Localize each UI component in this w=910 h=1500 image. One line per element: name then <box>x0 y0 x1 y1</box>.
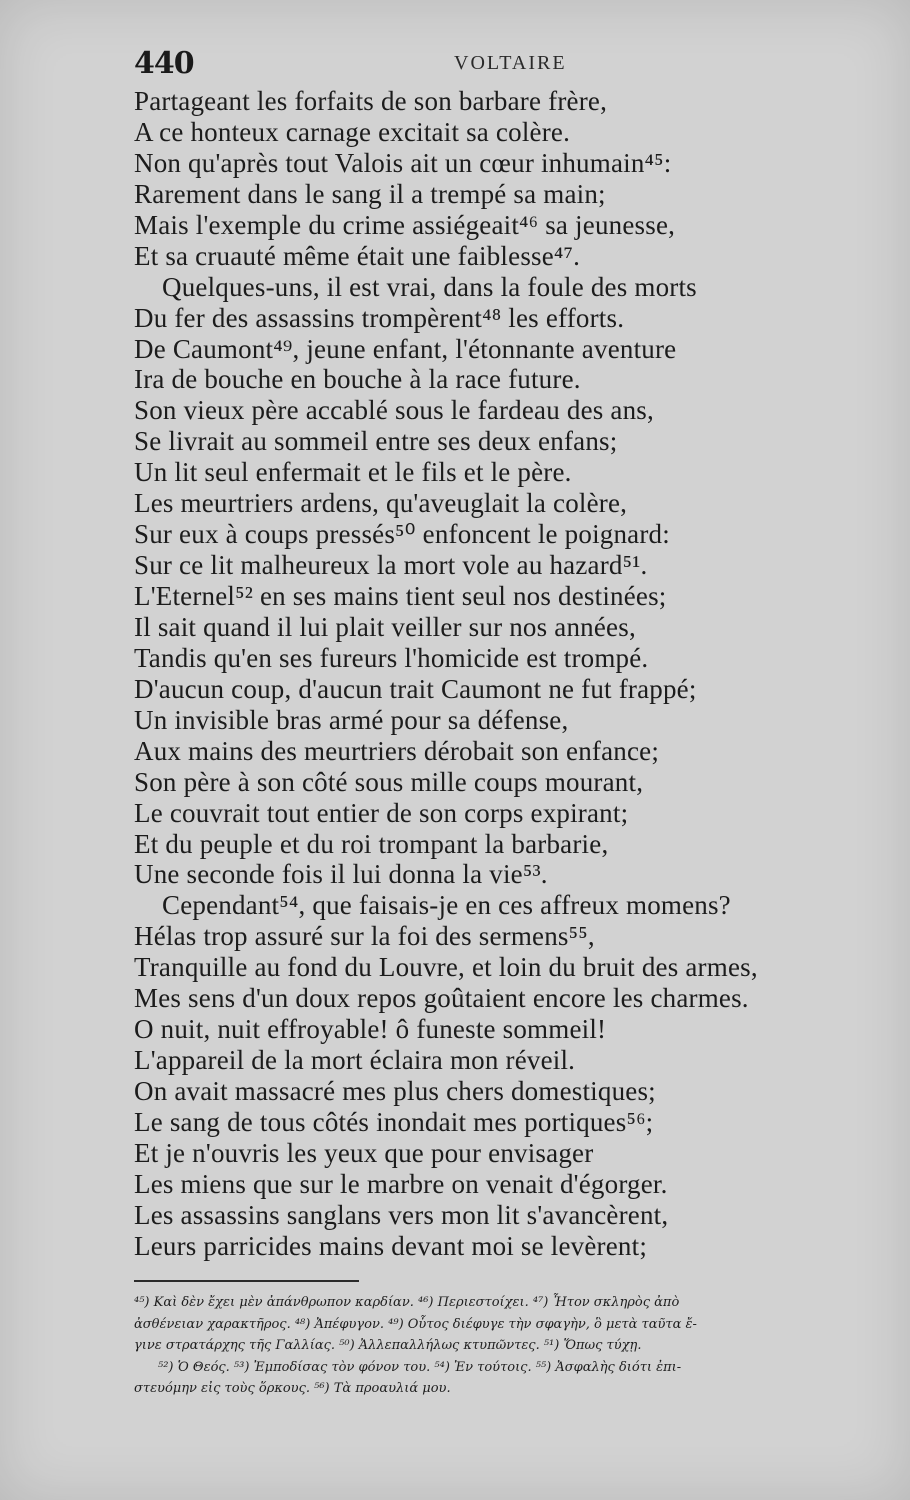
verse-line: Le couvrait tout entier de son corps expirant; <box>134 797 629 828</box>
verse-line: O nuit, nuit effroyable! ô funeste sommeil! <box>134 1014 607 1045</box>
poem-text <box>134 86 774 1262</box>
footnote-line: ⁴⁵) Καὶ δὲν ἔχει μὲν ἀπάνθρωπον καρδίαν. ⁴⁶) Περιεστοίχει. ⁴⁷) Ἦτον σκληρὸς ἀπὸ <box>134 1295 680 1310</box>
verse-line: Hélas trop assuré sur la foi des sermens⁵⁵, <box>134 921 595 952</box>
verse-line: Quelques-uns, il est vrai, dans la foule des morts <box>162 271 697 302</box>
verse-line: Sur eux à coups pressés⁵⁰ enfoncent le poignard: <box>134 519 670 550</box>
footnote-line: στευόμην εἰς τοὺς ὅρκους. ⁵⁶) Τὰ προαυλιά μου. <box>134 1381 451 1396</box>
verse-line: Les miens que sur le marbre on venait d'égorger. <box>134 1168 668 1199</box>
verse-line: Sur ce lit malheureux la mort vole au hazard⁵¹. <box>134 550 648 581</box>
verse-line: On avait massacré mes plus chers domestiques; <box>134 1076 656 1106</box>
verse-line: Et je n'ouvris les yeux que pour envisager <box>134 1137 594 1168</box>
verse-line: Tranquille au fond du Louvre, et loin du bruit des armes, <box>134 952 758 983</box>
verse-line: Et du peuple et du roi trompant la barbarie, <box>134 828 609 859</box>
verse-line: Mes sens d'un doux repos goûtaient encore les charmes. <box>134 983 749 1014</box>
verse-line: D'aucun coup, d'aucun trait Caumont ne fut frappé; <box>134 673 697 704</box>
verse-line: Rarement dans le sang il a trempé sa main; <box>134 178 606 209</box>
footnote-divider <box>134 1280 359 1282</box>
verse-line: Il sait quand il lui plait veiller sur nos années, <box>134 611 636 642</box>
verse-line: Son vieux père accablé sous le fardeau des ans, <box>134 395 654 426</box>
verse-line: Se livrait au sommeil entre ses deux enfans; <box>134 426 618 457</box>
footnote-line: ἀσθένειαν χαρακτῆρος. ⁴⁸) Ἀπέφυγον. ⁴⁹) Οὗτος διέφυγε τὴν σφαγὴν, ὃ μετὰ ταῦτα ἔ- <box>134 1316 697 1332</box>
footnote-line: ⁵²) Ὁ Θεός. ⁵³) Ἐμποδίσας τὸν φόνον του. ⁵⁴) Ἐν τούτοις. ⁵⁵) Ἀσφαλὴς διότι ἐπι- <box>158 1359 682 1375</box>
verse-line: Du fer des assassins trompèrent⁴⁸ les efforts. <box>134 302 625 333</box>
verse-line: Leurs parricides mains devant moi se levèrent; <box>134 1230 648 1261</box>
verse-line: Les meurtriers ardens, qu'aveuglait la colère, <box>134 488 628 519</box>
verse-line: Ira de bouche en bouche à la race future. <box>134 364 581 395</box>
verse-line: Un invisible bras armé pour sa défense, <box>134 704 569 735</box>
footnote-line: γινε στρατάρχης τῆς Γαλλίας. ⁵⁰) Ἀλλεπαλλήλως κτυπῶντες. ⁵¹) Ὅπως τύχῃ. <box>134 1338 642 1353</box>
page-header <box>134 46 774 86</box>
verse-line: Cependant⁵⁴, que faisais-je en ces affreux momens? <box>162 890 731 921</box>
verse-line: Partageant les forfaits de son barbare frère, <box>134 86 608 116</box>
verse-line: Aux mains des meurtriers dérobait son enfance; <box>134 735 660 766</box>
verse-line: Tandis qu'en ses fureurs l'homicide est trompé. <box>134 642 649 673</box>
verse-line: Non qu'après tout Valois ait un cœur inhumain⁴⁵: <box>134 147 672 178</box>
verse-line: Les assassins sanglans vers mon lit s'avancèrent, <box>134 1199 669 1230</box>
verse-line: L'appareil de la mort éclaira mon réveil. <box>134 1045 576 1076</box>
verse-line: Une seconde fois il lui donna la vie⁵³. <box>134 859 548 890</box>
verse-line: L'Eternel⁵² en ses mains tient seul nos destinées; <box>134 581 667 611</box>
verse-line: Le sang de tous côtés inondait mes portiques⁵⁶; <box>134 1106 654 1137</box>
verse-line: Un lit seul enfermait et le fils et le père. <box>134 457 572 488</box>
footnotes <box>134 1292 784 1400</box>
verse-line: De Caumont⁴⁹, jeune enfant, l'étonnante aventure <box>134 333 677 364</box>
verse-line: Et sa cruauté même était une faiblesse⁴⁷. <box>134 240 581 271</box>
running-head: VOLTAIRE <box>454 52 567 74</box>
page-number: 440 <box>134 46 194 81</box>
verse-line: A ce honteux carnage excitait sa colère. <box>134 116 571 147</box>
verse-line: Son père à son côté sous mille coups mourant, <box>134 766 644 797</box>
verse-line: Mais l'exemple du crime assiégeait⁴⁶ sa jeunesse, <box>134 209 676 240</box>
